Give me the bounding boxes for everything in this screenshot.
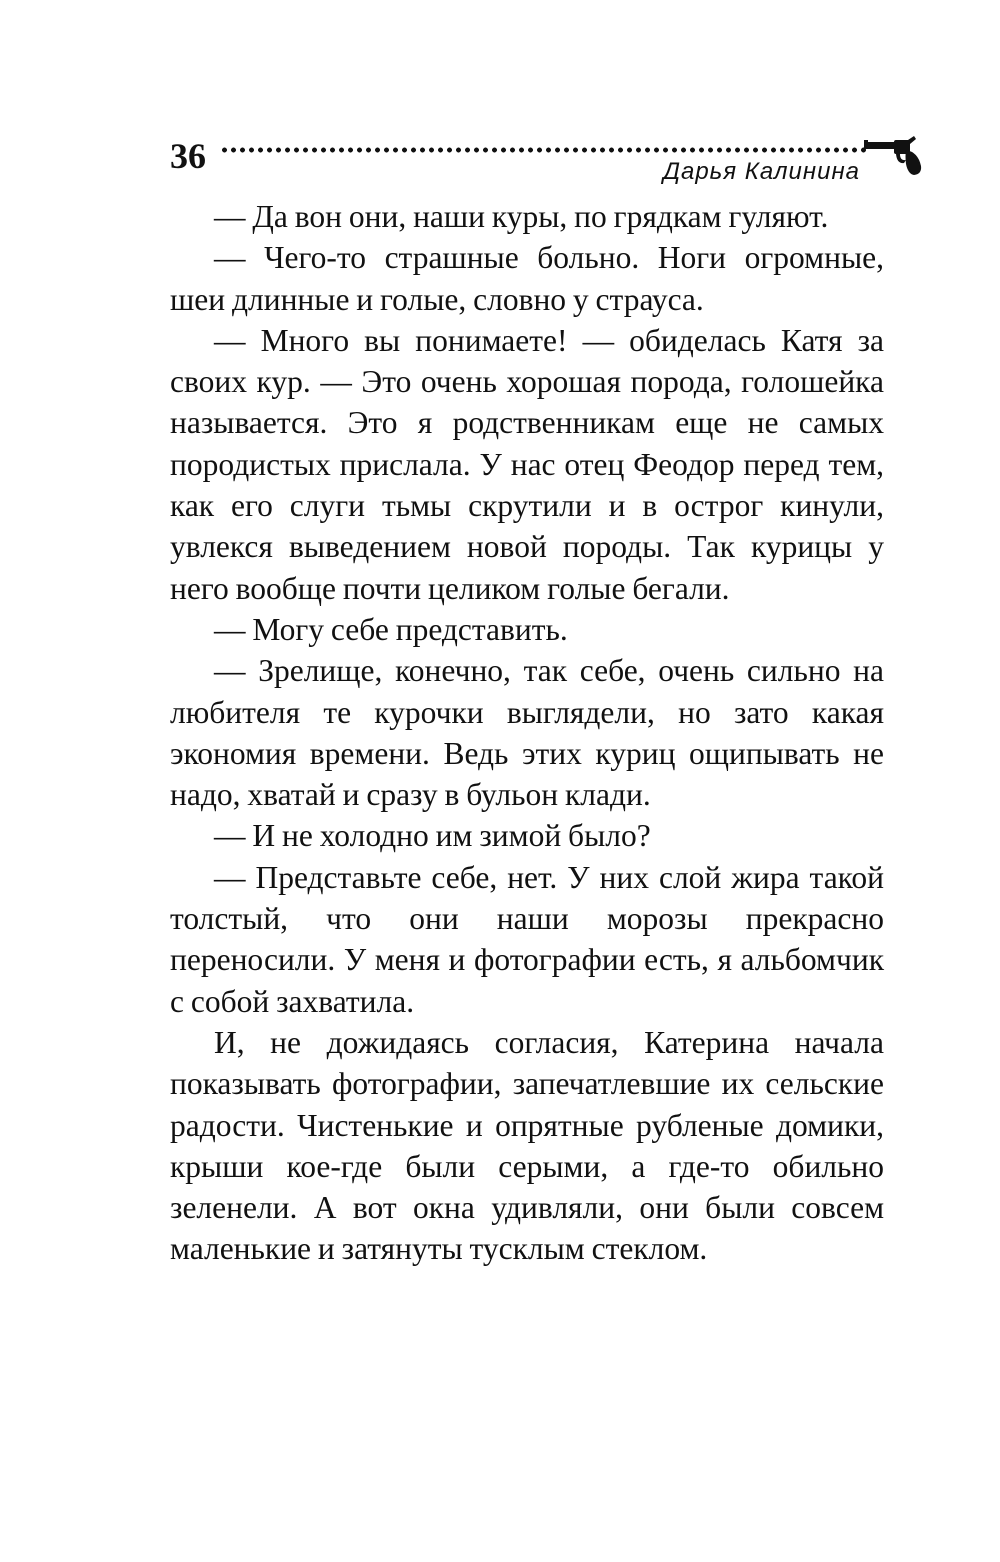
paragraph: — Чего-то страшные больно. Ноги огромные, шеи длинные и голые, словно у страуса.: [170, 240, 884, 317]
paragraph: — Да вон они, наши куры, по грядкам гуляют.: [214, 199, 829, 234]
author-name: Дарья Калинина: [663, 158, 860, 185]
page-number: 36: [170, 136, 206, 176]
paragraph: — И не холодно им зимой было?: [214, 818, 651, 854]
running-header: [170, 130, 922, 190]
dot-leader: [220, 146, 870, 154]
paragraph: — Много вы понимаете! — обиделась Катя за своих кур. — Это очень хорошая порода, голошейка называется. Это я родственникам еще не самых породистых прислала. У нас отец Феодор перед тем, как его слуги тьмы скрутили и в острог кинули, увлекся выведением новой породы. Так курицы у него вообще почти целиком голые бегали.: [170, 322, 884, 606]
paragraph: — Зрелище, конечно, так себе, очень сильно на любителя те курочки выглядели, но зато какая экономия времени. Ведь этих куриц ощипывать не надо, хватай и сразу в бульон клади.: [170, 653, 884, 813]
revolver-icon: [864, 136, 922, 176]
paragraph: — Представьте себе, нет. У них слой жира такой толстый, что они наши морозы прекрасно переносили. У меня и фотографии есть, я альбомчик с собой захватила.: [170, 859, 884, 1019]
paragraph: — Могу себе представить.: [214, 611, 568, 647]
page-body: [170, 196, 884, 1270]
paragraph: И, не дожидаясь согласия, Катерина начала показывать фотографии, запечатлевшие их сельские радости. Чистенькие и опрятные рубленые домики, крыши кое-где были серыми, а где-то обильно зеленели. А вот окна удивляли, они были совсем маленькие и затянуты тусклым стеклом.: [170, 1024, 884, 1267]
